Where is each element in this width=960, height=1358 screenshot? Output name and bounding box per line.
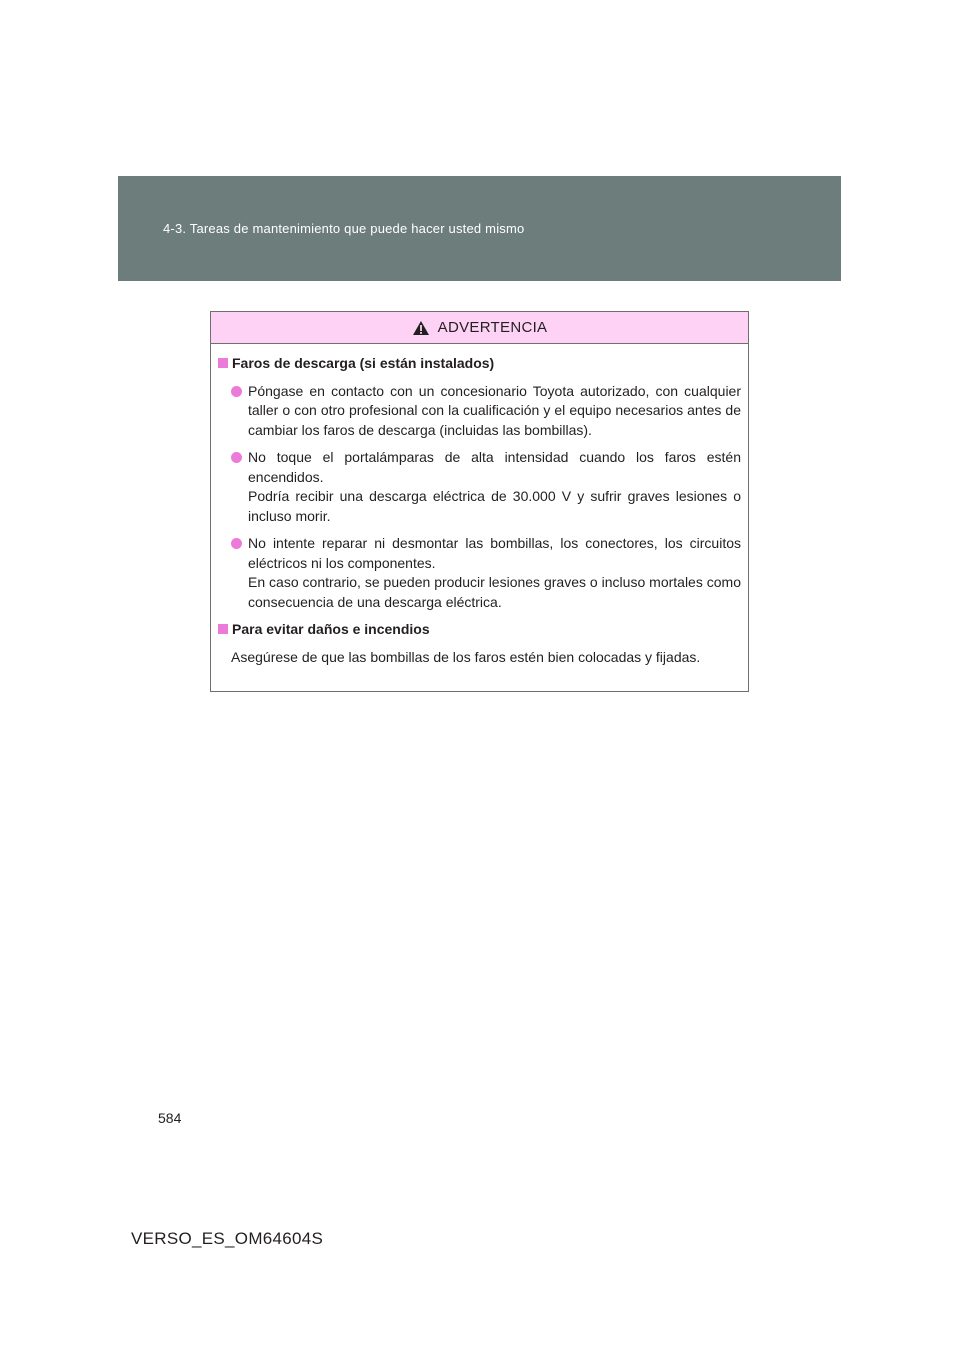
round-bullet-icon — [231, 538, 242, 549]
item-text: En caso contrario, se pueden producir lesiones graves o incluso mortales como consecuencia de una descarga eléctrica. — [248, 574, 741, 610]
section-title: Para evitar daños e incendios — [218, 620, 741, 640]
page-number: 584 — [158, 1110, 182, 1126]
item-text: Podría recibir una descarga eléctrica de 30.000 V y sufrir graves lesiones o incluso morir. — [248, 488, 741, 524]
section-text: Asegúrese de que las bombillas de los faros estén bien colocadas y fijadas. — [231, 648, 701, 665]
warning-triangle-icon — [412, 320, 430, 336]
item-text: No intente reparar ni desmontar las bombillas, los conectores, los circuitos eléctricos ni los componentes. — [248, 535, 741, 571]
warning-header — [211, 312, 748, 344]
round-bullet-icon — [231, 386, 242, 397]
list-item — [218, 534, 741, 612]
warning-title: ADVERTENCIA — [437, 319, 548, 336]
item-text: No toque el portalámparas de alta intensidad cuando los faros estén encendidos. — [248, 449, 741, 485]
square-bullet-icon — [218, 624, 228, 634]
square-bullet-icon — [218, 358, 228, 368]
warning-box — [210, 311, 749, 692]
list-item — [218, 448, 741, 526]
list-item — [218, 382, 741, 441]
round-bullet-icon — [231, 452, 242, 463]
section-title: Faros de descarga (si están instalados) — [218, 354, 741, 374]
header-band — [118, 176, 841, 281]
document-code: VERSO_ES_OM64604S — [131, 1229, 324, 1248]
section-header: 4-3. Tareas de mantenimiento que puede hacer usted mismo — [163, 221, 525, 236]
item-text: Póngase en contacto con un concesionario Toyota autorizado, con cualquier taller o con otro profesional con la cualificación y el equipo necesarios antes de cambiar los faros de descarga (incluidas las bombillas). — [248, 382, 741, 438]
warning-body — [211, 344, 748, 667]
